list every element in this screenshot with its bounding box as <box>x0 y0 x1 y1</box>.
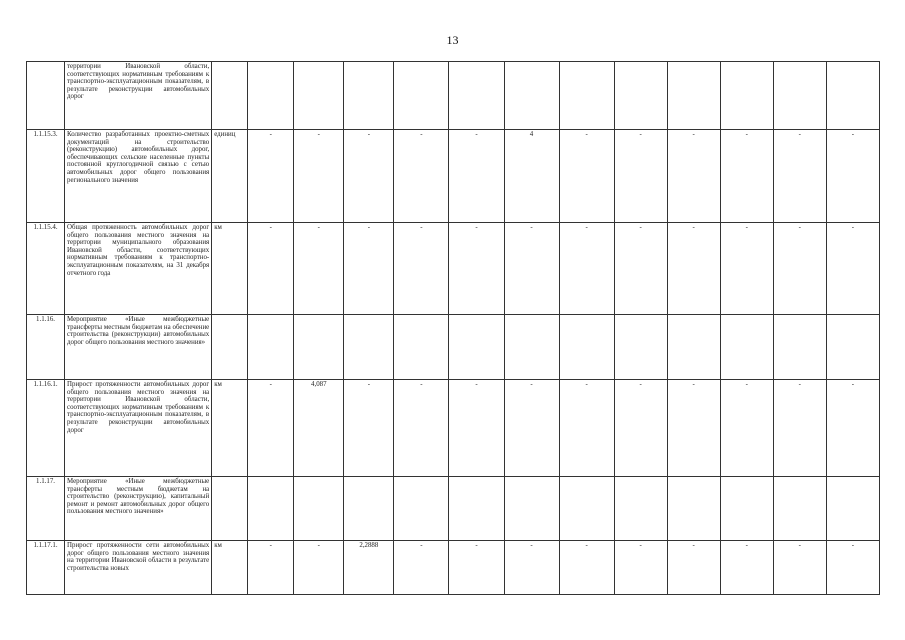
indicator-description: Мероприятие «Иные межбюджетные трансферты местным бюджетам на обеспечение строительства (реконструкции) автомобильных дорог общего пользования местного значения» <box>65 315 212 380</box>
indicators-table <box>26 61 880 595</box>
value-cell: - <box>773 380 826 477</box>
unit-cell <box>212 315 248 380</box>
row-number: 1.1.17. <box>27 477 65 541</box>
value-cell: - <box>449 380 504 477</box>
value-cell <box>667 315 720 380</box>
value-cell <box>394 477 449 541</box>
value-cell <box>294 62 344 130</box>
value-cell <box>294 315 344 380</box>
value-cell <box>559 62 614 130</box>
unit-cell: единиц <box>212 130 248 223</box>
value-cell: - <box>826 130 879 223</box>
value-cell <box>504 315 559 380</box>
value-cell: - <box>248 380 294 477</box>
value-cell: - <box>614 380 667 477</box>
value-cell: - <box>826 380 879 477</box>
indicator-description: Количество разработанных проектно-сметных документаций на строительство (реконструкцию) автомобильных дорог, обеспечивающих сельские населенные пункты постоянной круглогодичной связью с сетью автомобильных дорог общего пользования регионального значения <box>65 130 212 223</box>
value-cell: - <box>394 380 449 477</box>
value-cell <box>248 315 294 380</box>
value-cell <box>667 477 720 541</box>
value-cell <box>559 315 614 380</box>
value-cell <box>614 477 667 541</box>
value-cell <box>449 477 504 541</box>
value-cell <box>504 62 559 130</box>
value-cell: - <box>504 541 559 595</box>
value-cell <box>344 315 394 380</box>
value-cell: - <box>614 541 667 595</box>
value-cell: - <box>773 223 826 315</box>
unit-cell: км <box>212 223 248 315</box>
value-cell: - <box>449 223 504 315</box>
value-cell: 4,087 <box>294 380 344 477</box>
value-cell <box>449 315 504 380</box>
indicator-description: Прирост протяженности автомобильных дорог общего пользования местного значения на территории Ивановской области, соответствующих нормативным требованиям к транспортно-эксплуатационным показателям, в результате реконструкции автомобильных дорог <box>65 380 212 477</box>
row-number: 1.1.17.1. <box>27 541 65 595</box>
value-cell: - <box>394 130 449 223</box>
value-cell: - <box>248 223 294 315</box>
value-cell: - <box>826 541 879 595</box>
value-cell: - <box>720 541 773 595</box>
value-cell <box>248 477 294 541</box>
row-number <box>27 62 65 130</box>
value-cell: - <box>504 223 559 315</box>
value-cell <box>504 477 559 541</box>
unit-cell <box>212 62 248 130</box>
value-cell: - <box>559 223 614 315</box>
value-cell: - <box>248 130 294 223</box>
table-row <box>27 541 880 595</box>
table-row <box>27 380 880 477</box>
value-cell <box>394 62 449 130</box>
value-cell: - <box>720 223 773 315</box>
value-cell: - <box>614 223 667 315</box>
indicator-description: Общая протяженность автомобильных дорог общего пользования местного значения на территории муниципального образования Ивановской области, соответствующих нормативным требованиям к транспортно-эксплуатационным показателям, на 31 декабря отчетного года <box>65 223 212 315</box>
value-cell <box>344 62 394 130</box>
table-row <box>27 315 880 380</box>
value-cell: - <box>294 130 344 223</box>
value-cell: 4 <box>504 130 559 223</box>
value-cell: - <box>667 130 720 223</box>
indicator-description: территории Ивановской области, соответствующих нормативным требованиям к транспортно-эксплуатационным показателям, в результате реконструкции автомобильных дорог <box>65 62 212 130</box>
value-cell <box>449 62 504 130</box>
value-cell <box>773 315 826 380</box>
value-cell: - <box>773 541 826 595</box>
value-cell: - <box>667 541 720 595</box>
value-cell: - <box>449 541 504 595</box>
value-cell: - <box>344 223 394 315</box>
value-cell: - <box>667 380 720 477</box>
value-cell: - <box>773 130 826 223</box>
value-cell <box>248 62 294 130</box>
value-cell <box>614 315 667 380</box>
value-cell: - <box>248 541 294 595</box>
value-cell <box>720 315 773 380</box>
value-cell: - <box>344 380 394 477</box>
value-cell: - <box>559 380 614 477</box>
value-cell <box>720 477 773 541</box>
value-cell: - <box>394 223 449 315</box>
value-cell: - <box>449 130 504 223</box>
table-row <box>27 477 880 541</box>
value-cell <box>344 477 394 541</box>
value-cell: - <box>344 130 394 223</box>
value-cell <box>826 315 879 380</box>
unit-cell: км <box>212 541 248 595</box>
value-cell <box>394 315 449 380</box>
row-number: 1.1.16. <box>27 315 65 380</box>
value-cell <box>773 62 826 130</box>
value-cell: 2,2888 <box>344 541 394 595</box>
row-number: 1.1.16.1. <box>27 380 65 477</box>
value-cell: - <box>720 380 773 477</box>
value-cell <box>773 477 826 541</box>
value-cell: - <box>826 223 879 315</box>
value-cell <box>720 62 773 130</box>
value-cell: - <box>504 380 559 477</box>
value-cell <box>559 477 614 541</box>
value-cell: - <box>720 130 773 223</box>
value-cell <box>826 62 879 130</box>
value-cell: - <box>559 130 614 223</box>
value-cell: - <box>614 130 667 223</box>
value-cell: - <box>667 223 720 315</box>
table-row <box>27 223 880 315</box>
value-cell: - <box>394 541 449 595</box>
unit-cell: км <box>212 380 248 477</box>
table-row <box>27 62 880 130</box>
value-cell: - <box>294 223 344 315</box>
page-number: 13 <box>446 33 459 47</box>
value-cell <box>826 477 879 541</box>
row-number: 1.1.15.4. <box>27 223 65 315</box>
value-cell <box>667 62 720 130</box>
table-row <box>27 130 880 223</box>
unit-cell <box>212 477 248 541</box>
indicator-description: Прирост протяженности сети автомобильных дорог общего пользования местного значения на территории Ивановской области в результате строительства новых <box>65 541 212 595</box>
value-cell <box>614 62 667 130</box>
value-cell <box>294 477 344 541</box>
value-cell: - <box>559 541 614 595</box>
value-cell: - <box>294 541 344 595</box>
indicator-description: Мероприятие «Иные межбюджетные трансферты местным бюджетам на строительство (реконструкцию), капитальный ремонт и ремонт автомобильных дорог общего пользования местного значения» <box>65 477 212 541</box>
row-number: 1.1.15.3. <box>27 130 65 223</box>
